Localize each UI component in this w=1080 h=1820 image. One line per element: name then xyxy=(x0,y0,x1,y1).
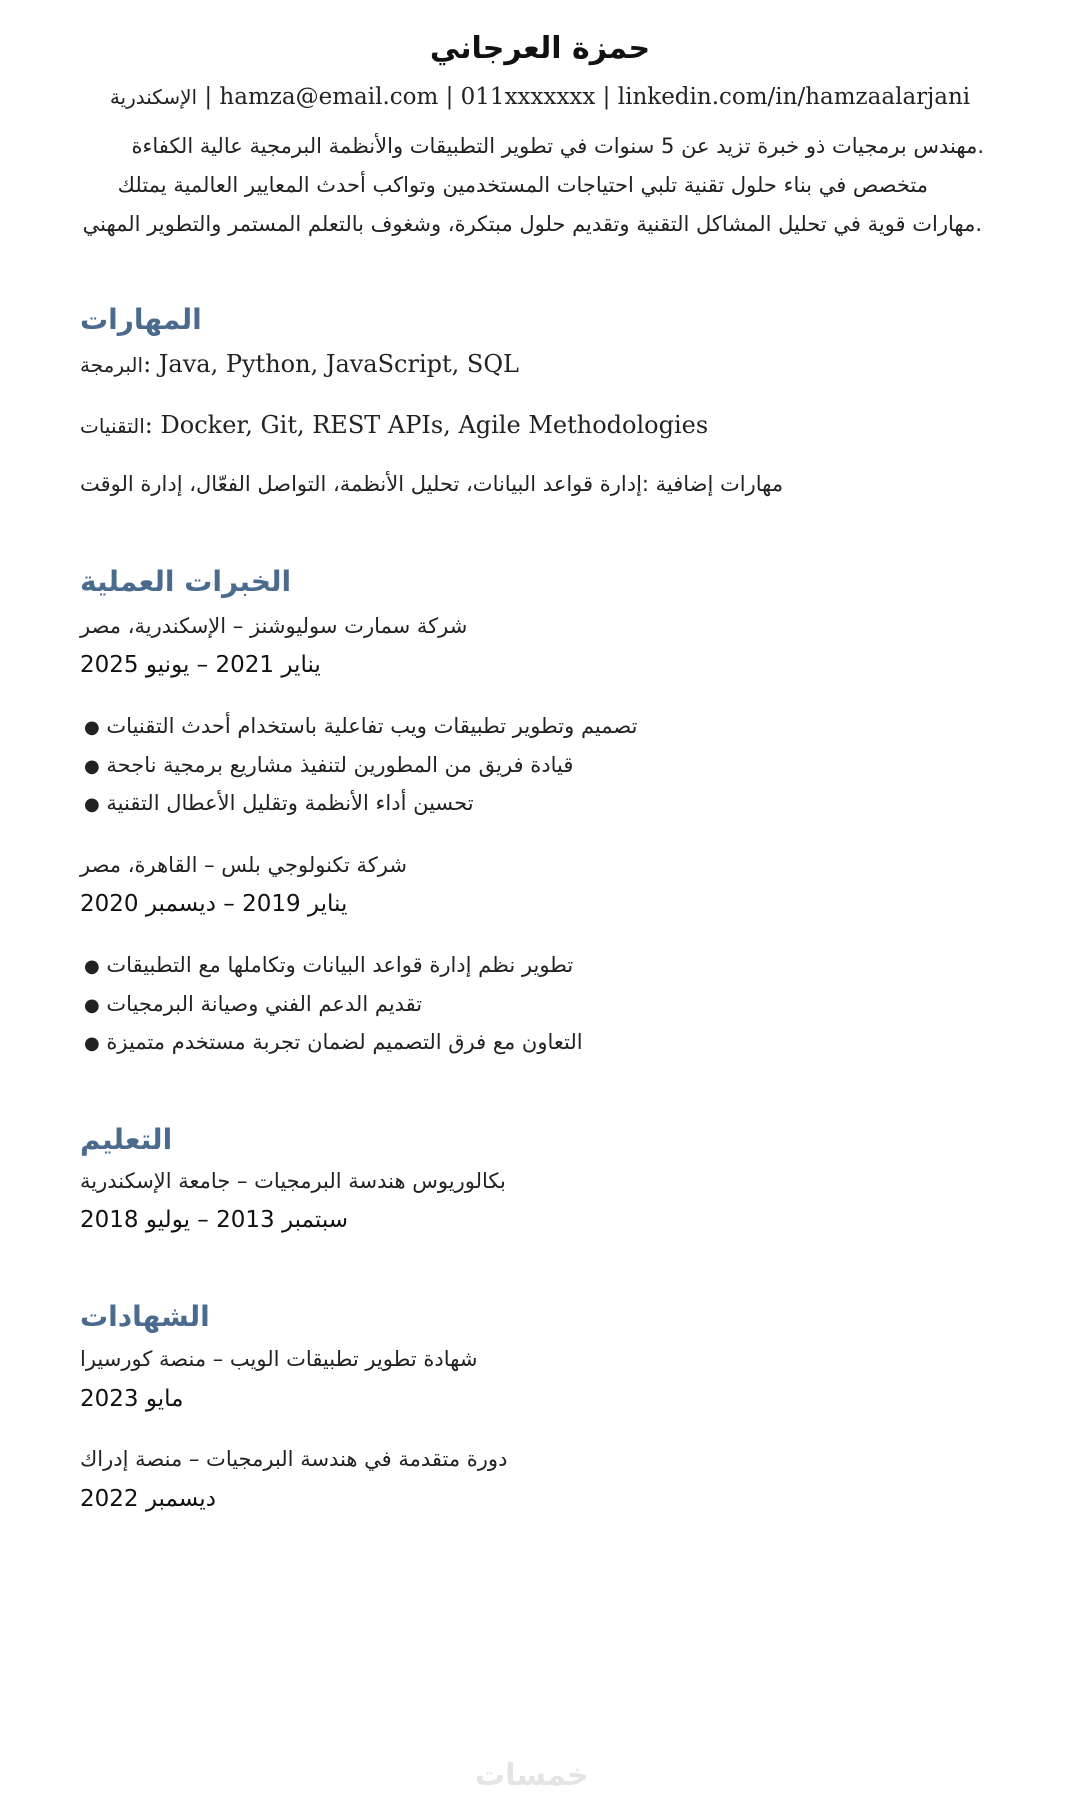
bullet-icon: ● xyxy=(84,956,100,977)
skill-extra: مهارات إضافية :إدارة قواعد البيانات، تحليل الأنظمة، التواصل الفعّال، إدارة الوقت xyxy=(80,472,784,496)
certificate-1-date: مايو 2023 xyxy=(80,1386,184,1412)
bullet-text: التعاون مع فرق التصميم لضمان تجربة مستخدم متميزة xyxy=(106,1030,583,1054)
contact-info xyxy=(0,86,1080,109)
education-degree: بكالوريوس هندسة البرمجيات – جامعة الإسكندرية xyxy=(80,1169,506,1193)
job-2-bullet-1 xyxy=(80,955,573,976)
education-heading: التعليم xyxy=(80,1123,173,1156)
education-dates: سبتمبر 2013 – يوليو 2018 xyxy=(80,1207,349,1233)
bullet-icon: ● xyxy=(84,1033,100,1054)
skill-tech-value: : Docker, Git, REST APIs, Agile Methodologies xyxy=(144,411,709,439)
skill-programming-label: البرمجة xyxy=(80,353,144,377)
job-1-bullet-3 xyxy=(80,793,474,814)
skills-heading: المهارات xyxy=(80,303,202,336)
bullet-text: تصميم وتطوير تطبيقات ويب تفاعلية باستخدام أحدث التقنيات xyxy=(106,714,638,738)
watermark-logo: خمسات xyxy=(475,1758,589,1793)
job-1-company: شركة سمارت سوليوشنز – الإسكندرية، مصر xyxy=(80,614,468,638)
certificate-2-date: ديسمبر 2022 xyxy=(80,1486,216,1512)
contact-details: | hamza@email.com | 011xxxxxxx | linkedin.com/in/hamzaalarjani xyxy=(197,84,971,110)
summary-line-1: .مهندس برمجيات ذو خبرة تزيد عن 5 سنوات في تطوير التطبيقات والأنظمة البرمجية عالية الكفاءة xyxy=(131,134,984,158)
certificate-2-title: دورة متقدمة في هندسة البرمجيات – منصة إدراك xyxy=(80,1447,508,1471)
summary-line-2: متخصص في بناء حلول تقنية تلبي احتياجات المستخدمين وتواكب أحدث المعايير العالمية يمتلك xyxy=(117,173,928,197)
bullet-icon: ● xyxy=(84,717,100,738)
summary-line-3: .مهارات قوية في تحليل المشاكل التقنية وتقديم حلول مبتكرة، وشغوف بالتعلم المستمر والتطوير المهني xyxy=(82,212,982,236)
job-2-bullet-2 xyxy=(80,994,422,1015)
bullet-text: تحسين أداء الأنظمة وتقليل الأعطال التقنية xyxy=(106,791,474,815)
skill-tech xyxy=(80,413,708,437)
job-2-dates: يناير 2019 – ديسمبر 2020 xyxy=(80,891,348,917)
bullet-icon: ● xyxy=(84,794,100,815)
job-2-company: شركة تكنولوجي بلس – القاهرة، مصر xyxy=(80,853,407,877)
skill-tech-label: التقنيات xyxy=(80,414,145,438)
certificate-1-title: شهادة تطوير تطبيقات الويب – منصة كورسيرا xyxy=(80,1347,478,1371)
bullet-text: تقديم الدعم الفني وصيانة البرمجيات xyxy=(106,992,423,1016)
certificates-heading: الشهادات xyxy=(80,1300,210,1333)
contact-city: الإسكندرية xyxy=(109,85,198,109)
bullet-icon: ● xyxy=(84,995,100,1016)
skill-programming-value: : Java, Python, JavaScript, SQL xyxy=(143,350,519,378)
experience-heading: الخبرات العملية xyxy=(80,565,292,598)
bullet-icon: ● xyxy=(84,756,100,777)
skill-programming xyxy=(80,352,519,376)
bullet-text: تطوير نظم إدارة قواعد البيانات وتكاملها مع التطبيقات xyxy=(106,953,574,977)
job-2-bullet-3 xyxy=(80,1032,583,1053)
bullet-text: قيادة فريق من المطورين لتنفيذ مشاريع برمجية ناجحة xyxy=(106,753,574,777)
job-1-bullet-2 xyxy=(80,755,573,776)
resume-name: حمزة العرجاني xyxy=(429,31,651,66)
job-1-dates: يناير 2021 – يونيو 2025 xyxy=(80,652,321,678)
job-1-bullet-1 xyxy=(80,716,637,737)
